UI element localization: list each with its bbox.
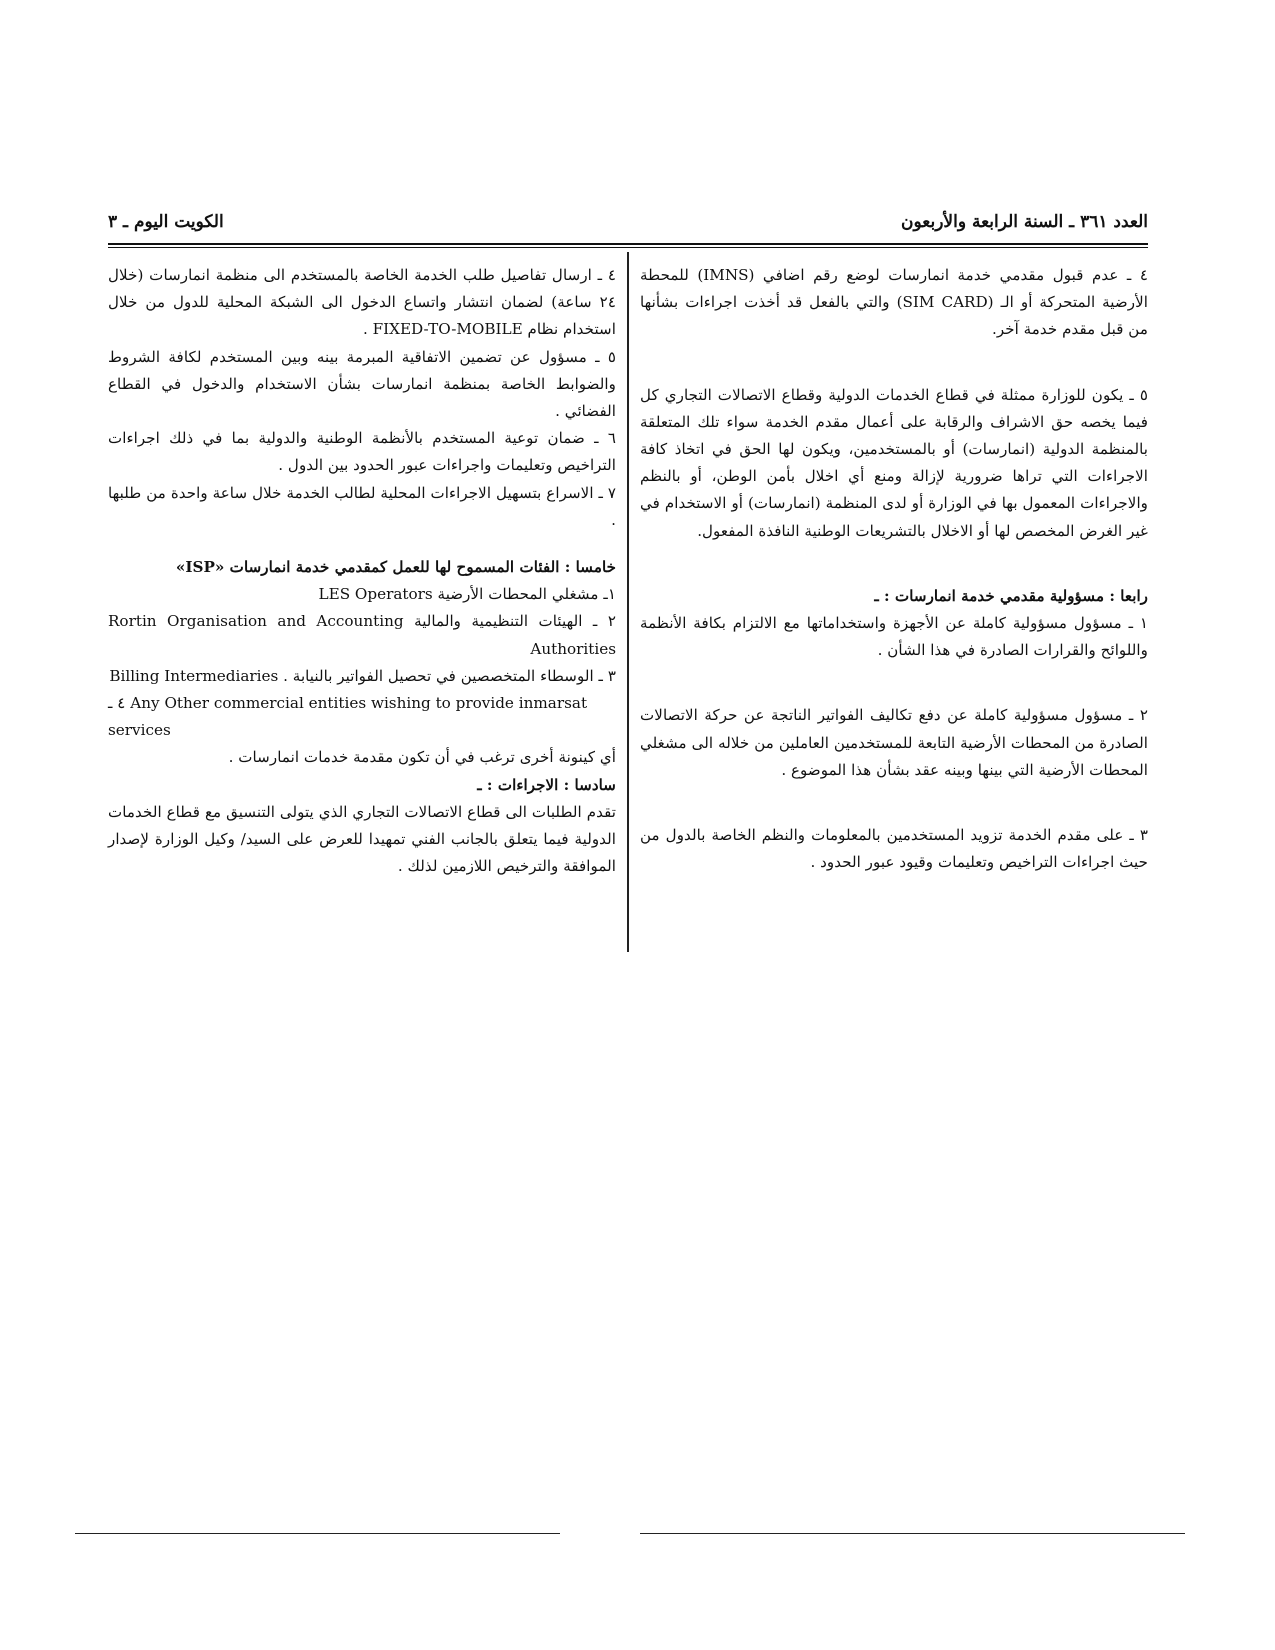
left-column (108, 262, 616, 880)
section-heading: رابعا : مسؤولية مقدمي خدمة انمارسات : ـ (874, 586, 1148, 605)
paragraph: ٥ ـ مسؤول عن تضمين الاتفاقية المبرمة بينه وبين المستخدم لكافة الشروط والضوابط الخاصة بمنظمة انمارسات بشأن الاستخدام والدخول في القطاع الفضائي . (108, 347, 616, 421)
section-heading: سادسا : الاجراءات : ـ (477, 775, 616, 794)
list-item-english: ٤ ـ Any Other commercial entities wishing to provide inmarsat services (108, 694, 588, 740)
list-item (108, 581, 616, 608)
column-separator (627, 252, 629, 952)
list-item-english: LES Operators (318, 585, 433, 604)
footer-rule-gap (560, 1530, 640, 1536)
paragraph: تقدم الطلبات الى قطاع الاتصالات التجاري الذي يتولى التنسيق مع قطاع الخدمات الدولية فيما يتعلق بالجانب الفني تمهيدا للعرض على السيد/ وكيل الوزارة لإصدار الموافقة والترخيص اللازمين لذلك . (108, 802, 616, 876)
header-rule (108, 243, 1148, 245)
paragraph: ٢ ـ مسؤول مسؤولية كاملة عن دفع تكاليف الفواتير الناتجة عن حركة الاتصالات الصادرة من المحطات الأرضية التابعة للمستخدمين العاملين من خلاله الى مشغلي المحطات الأرضية التي بينها وبينه عقد بشأن هذا الموضوع . (640, 706, 1148, 779)
paragraph: ٥ ـ يكون للوزارة ممثلة في قطاع الخدمات الدولية وقطاع الاتصالات التجاري كل فيما يخصه حق الاشراف والرقابة على أعمال مقدم الخدمة سواء تلك المتعلقة بالمنظمة الدولية (انمارسات) أو بالمستخدمين، ويكون لها الحق في اتخاذ كافة الاجراءات التي تراها ضرورية لإزالة ومنع أي اخلال بأمن الوطن، أو بالنظم والاجراءات المعمول بها في الوزارة أو لدى المنظمة (انمارسات) أو الاستخدام في غير الغرض المخصص لها أو الاخلال بالتشريعات الوطنية النافذة المفعول. (640, 385, 1148, 540)
list-item-arabic: ١ـ مشغلي المحطات الأرضية (437, 585, 616, 604)
page-header (108, 212, 1148, 242)
list-item-english: Rortin Organisation and Accounting Authorities (108, 612, 616, 658)
right-column (640, 262, 1148, 876)
list-item-arabic: ٢ ـ الهيئات التنظيمية والمالية (414, 612, 617, 631)
paragraph: ٤ ـ عدم قبول مقدمي خدمة انمارسات لوضع رقم اضافي (IMNS) للمحطة الأرضية المتحركة أو الـ (SIM CARD) والتي بالفعل قد أخذت اجراءات بشأنها من قبل مقدم خدمة آخر. (640, 266, 1149, 339)
issue-info: العدد ٣٦١ ـ السنة الرابعة والأربعون (901, 212, 1148, 232)
paragraph: ٧ ـ الاسراع بتسهيل الاجراءات المحلية لطالب الخدمة خلال ساعة واحدة من طلبها . (108, 483, 616, 529)
list-item-arabic: أي كينونة أخرى ترغب في أن تكون مقدمة خدمات انمارسات . (228, 748, 616, 767)
section-heading: خامسا : الفئات المسموح لها للعمل كمقدمي خدمة انمارسات «ISP» (175, 558, 616, 577)
list-item (108, 608, 616, 662)
paragraph: ٤ ـ ارسال تفاصيل طلب الخدمة الخاصة بالمستخدم الى منظمة انمارسات (خلال ٢٤ ساعة) لضمان انتشار واتساع الدخول الى الشبكة المحلية للدول من خلال استخدام نظام FIXED-TO-MOBILE . (108, 266, 616, 339)
list-item (108, 663, 616, 690)
paragraph: ٦ ـ ضمان توعية المستخدم بالأنظمة الوطنية والدولية بما في ذلك اجراءات التراخيص وتعليمات واجراءات عبور الحدود بين الدول . (108, 429, 616, 475)
paragraph: ١ ـ مسؤول مسؤولية كاملة عن الأجهزة واستخداماتها مع الالتزام بكافة الأنظمة واللوائح والقرارات الصادرة في هذا الشأن . (640, 614, 1148, 660)
paragraph: ٣ ـ على مقدم الخدمة تزويد المستخدمين بالمعلومات والنظم الخاصة بالدول من حيث اجراءات التراخيص وتعليمات وقيود عبور الحدود . (640, 826, 1148, 872)
newspaper-name: الكويت اليوم ـ ٣ (108, 212, 224, 232)
list-item-english: Billing Intermediaries . (109, 666, 288, 685)
header-rule-thin (108, 247, 1148, 248)
list-item-arabic: ٣ ـ الوسطاء المتخصصين في تحصيل الفواتير بالنيابة (292, 666, 616, 685)
